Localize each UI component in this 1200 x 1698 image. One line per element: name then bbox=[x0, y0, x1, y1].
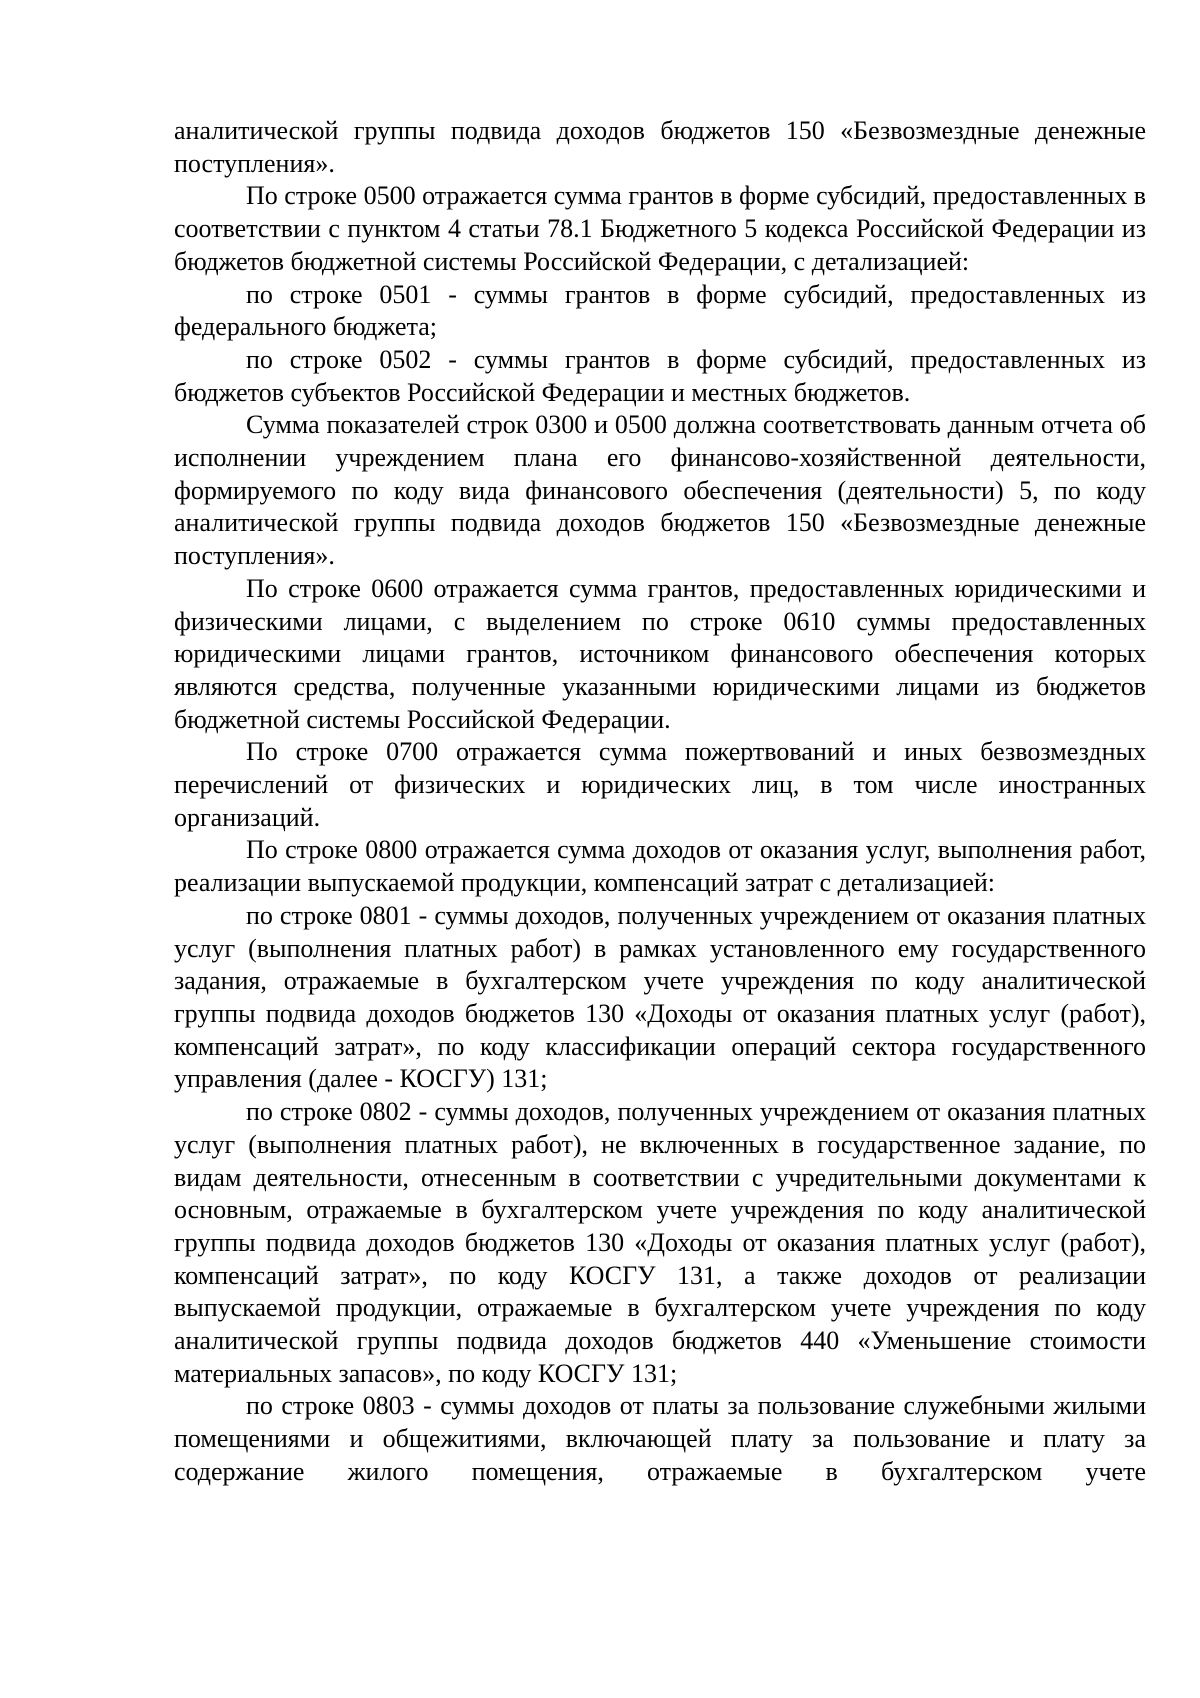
paragraph-line-0500: По строке 0500 отражается сумма грантов в форме субсидий, предоставленных в соответствии с пунктом 4 статьи 78.1 Бюджетного 5 кодекса Российской Федерации из бюджетов бюджетной системы Российской Федерации, с детализацией: bbox=[174, 181, 1146, 276]
paragraph-continuation: аналитической группы подвида доходов бюджетов 150 «Безвозмездные денежные поступления». bbox=[174, 116, 1146, 178]
paragraph-line-0801: по строке 0801 - суммы доходов, полученных учреждением от оказания платных услуг (выполнения платных работ) в рамках установленного ему государственного задания, отражаемые в бухгалтерском учете учреждения по коду аналитической группы подвида доходов бюджетов 130 «Доходы от оказания платных услуг (работ), компенсаций затрат», по коду классификации операций сектора государственного управления (далее - КОСГУ) 131; bbox=[174, 900, 1146, 1094]
document-body bbox=[174, 115, 1146, 1489]
paragraph-line-0800: По строке 0800 отражается сумма доходов от оказания услуг, выполнения работ, реализации выпускаемой продукции, компенсаций затрат с детализацией: bbox=[174, 835, 1146, 898]
paragraph-line-0803: по строке 0803 - суммы доходов от платы за пользование служебными жилыми помещениями и общежитиями, включающей плату за пользование и плату за содержание жилого помещения, отражаемые в бухгалтерском учете bbox=[174, 1391, 1146, 1486]
paragraph-line-0802: по строке 0802 - суммы доходов, полученных учреждением от оказания платных услуг (выполнения платных работ), не включенных в государственное задание, по видам деятельности, отнесенным в соответствии с учредительными документами к основным, отражаемые в бухгалтерском учете учреждения по коду аналитической группы подвида доходов бюджетов 130 «Доходы от оказания платных услуг (работ), компенсаций затрат», по коду КОСГУ 131, а также доходов от реализации выпускаемой продукции, отражаемые в бухгалтерском учете учреждения по коду аналитической группы подвида доходов бюджетов 440 «Уменьшение стоимости материальных запасов», по коду КОСГУ 131; bbox=[174, 1097, 1146, 1388]
paragraph-line-0502: по строке 0502 - суммы грантов в форме субсидий, предоставленных из бюджетов субъектов Российской Федерации и местных бюджетов. bbox=[174, 344, 1146, 407]
paragraph-line-0700: По строке 0700 отражается сумма пожертвований и иных безвозмездных перечислений от физических и юридических лиц, в том числе иностранных организаций. bbox=[174, 737, 1146, 832]
paragraph-line-0501: по строке 0501 - суммы грантов в форме субсидий, предоставленных из федерального бюджета; bbox=[174, 279, 1146, 342]
paragraph-line-0600: По строке 0600 отражается сумма грантов, предоставленных юридическими и физическими лицами, с выделением по строке 0610 суммы предоставленных юридическими лицами грантов, источником финансового обеспечения которых являются средства, полученные указанными юридическими лицами из бюджетов бюджетной системы Российской Федерации. bbox=[174, 573, 1146, 734]
paragraph-sum-0300-0500: Сумма показателей строк 0300 и 0500 должна соответствовать данным отчета об исполнении учреждением плана его финансово-хозяйственной деятельности, формируемого по коду вида финансового обеспечения (деятельности) 5, по коду аналитической группы подвида доходов бюджетов 150 «Безвозмездные денежные поступления». bbox=[174, 410, 1146, 571]
